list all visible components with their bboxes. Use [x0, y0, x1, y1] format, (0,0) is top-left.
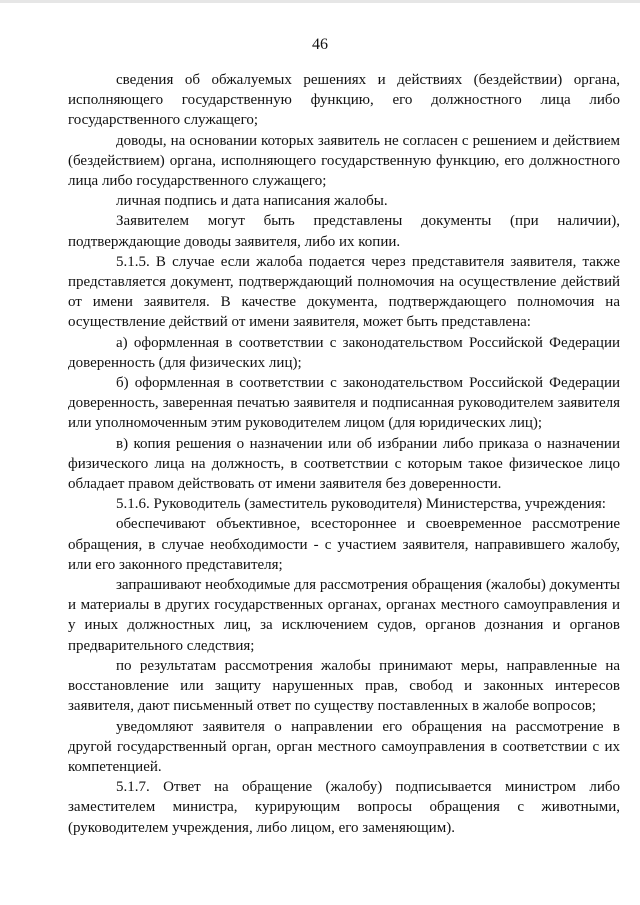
paragraph: по результатам рассмотрения жалобы принимают меры, направленные на восстановление или защиту нарушенных прав, свобод и законных интересов заявителя, дают письменный ответ по существу поставленных в жалобе вопросов;: [68, 657, 620, 715]
paragraph: обеспечивают объективное, всестороннее и своевременное рассмотрение обращения, в случае необходимости - с участием заявителя, направившего жалобу, или его законного представителя;: [68, 516, 620, 573]
paragraph: а) оформленная в соответствии с законодательством Российской Федерации доверенность (для физических лиц);: [68, 334, 620, 371]
paragraph: сведения об обжалуемых решениях и действиях (бездействии) органа, исполняющего государственную функцию, его должностного лица либо государственного служащего;: [68, 72, 620, 129]
paragraph: б) оформленная в соответствии с законодательством Российской Федерации доверенность, заверенная печатью заявителя и подписанная руководителем заявителя или уполномоченным этим руководителем лицом (для юридических лиц);: [68, 375, 620, 432]
paragraph: личная подпись и дата написания жалобы.: [116, 193, 388, 210]
paragraph: запрашивают необходимые для рассмотрения обращения (жалобы) документы и материалы в других государственных органах, органах местного самоуправления и у иных должностных лиц, за исключением судов, органов дознания и органов предварительного следствия;: [68, 577, 620, 654]
body-text: [68, 70, 620, 838]
paragraph: Заявителем могут быть представлены документы (при наличии), подтверждающие доводы заявителя, либо их копии.: [68, 213, 620, 250]
page-number: 46: [312, 36, 328, 53]
paragraph: 5.1.7. Ответ на обращение (жалобу) подписывается министром либо заместителем министра, курирующим вопросы обращения с животными, (руководителем учреждения, либо лицом, его заменяющим).: [68, 779, 620, 836]
paragraph: доводы, на основании которых заявитель не согласен с решением и действием (бездействием) органа, исполняющего государственную функцию, его должностного лица либо государственного служащего;: [68, 132, 620, 190]
scan-edge: [0, 0, 640, 3]
paragraph: 5.1.6. Руководитель (заместитель руководителя) Министерства, учреждения:: [116, 496, 606, 513]
paragraph: в) копия решения о назначении или об избрании либо приказа о назначении физического лица на должность, в соответствии с которым такое физическое лицо обладает правом действовать от имени заявителя без доверенности.: [68, 435, 620, 493]
paragraph: уведомляют заявителя о направлении его обращения на рассмотрение в другой государственный орган, орган местного самоуправления в соответствии с их компетенцией.: [68, 718, 620, 775]
paragraph: 5.1.5. В случае если жалоба подается через представителя заявителя, также представляется документ, подтверждающий полномочия на осуществление действий от имени заявителя. В качестве документа, подтверждающего полномочия на осуществление действий от имени заявителя, может быть представлена:: [68, 253, 620, 331]
